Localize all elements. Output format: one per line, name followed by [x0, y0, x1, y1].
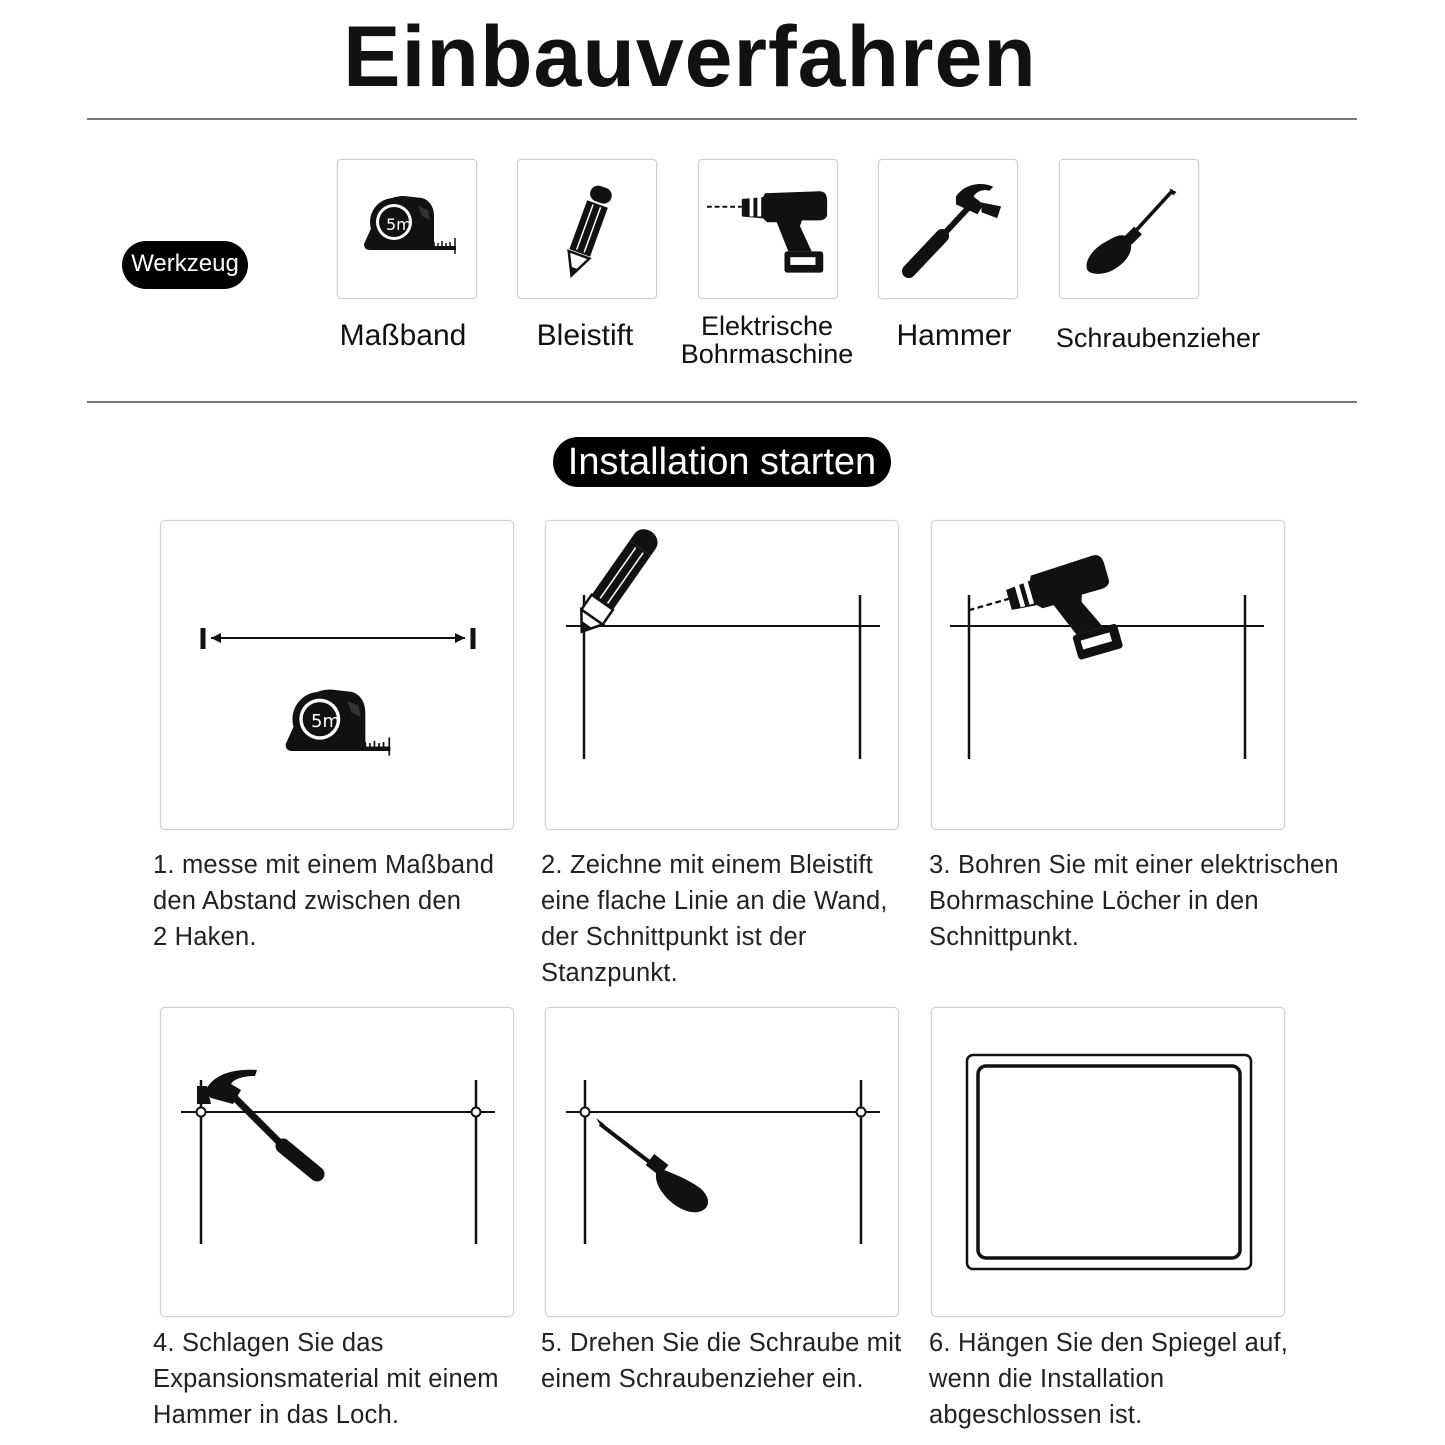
pencil-icon [518, 160, 656, 298]
tools-badge: Werkzeug [122, 241, 248, 289]
screwdriver-illustration [546, 1008, 898, 1316]
tool-box-hammer [878, 159, 1018, 299]
step-3-illustration [931, 520, 1285, 830]
tool-box-tape-measure [337, 159, 477, 299]
tool-box-screwdriver [1059, 159, 1199, 299]
page-title: Einbauverfahren [343, 9, 1037, 105]
install-badge: Installation starten [553, 437, 891, 487]
step-2-text: 2. Zeichne mit einem Bleistift eine flache Linie an die Wand, der Schnittpunkt ist der Stanzpunkt. [541, 851, 888, 987]
step-1-text: 1. messe mit einem Maßband den Abstand zwischen den 2 Haken. [153, 851, 495, 951]
tool-box-drill [698, 159, 838, 299]
middle-divider [87, 401, 1357, 403]
tool-label-drill: Elektrische Bohrmaschine [680, 311, 854, 369]
tape-marking: 5m [311, 711, 340, 732]
tape-marking: 5m [386, 215, 412, 234]
tape-measure-icon [338, 160, 476, 298]
hammer-illustration [161, 1008, 513, 1316]
screwdriver-icon [1060, 160, 1198, 298]
hammer-icon [197, 1070, 317, 1174]
step-4-text: 4. Schlagen Sie das Expansionsmaterial mit einem Hammer in das Loch. [153, 1329, 499, 1429]
screwdriver-icon [596, 1118, 708, 1212]
electric-drill-icon [964, 553, 1128, 686]
step-2-illustration [545, 520, 899, 830]
top-divider [87, 118, 1357, 120]
step-1-illustration [160, 520, 514, 830]
tool-label-pencil: Bleistift [536, 319, 634, 352]
draw-line-illustration [546, 521, 898, 829]
measure-illustration [161, 521, 513, 829]
step-4-illustration [160, 1007, 514, 1317]
tool-label-tape-measure: Maßband [339, 319, 467, 352]
drill-illustration [932, 521, 1284, 829]
step-5-illustration [545, 1007, 899, 1317]
step-5-text: 5. Drehen Sie die Schraube mit einem Schraubenzieher ein. [541, 1329, 902, 1393]
tool-label-hammer: Hammer [896, 319, 1012, 352]
step-6-illustration [931, 1007, 1285, 1317]
mirror-illustration [932, 1008, 1284, 1316]
hammer-icon [879, 160, 1017, 298]
step-3-text: 3. Bohren Sie mit einer elektrischen Bohrmaschine Löcher in den Schnittpunkt. [929, 851, 1339, 951]
step-6-text: 6. Hängen Sie den Spiegel auf, wenn die Installation abgeschlossen ist. [929, 1329, 1289, 1429]
pencil-icon [571, 524, 662, 639]
tool-box-pencil [517, 159, 657, 299]
tool-label-screwdriver: Schraubenzieher [1055, 323, 1261, 353]
electric-drill-icon [699, 160, 837, 298]
